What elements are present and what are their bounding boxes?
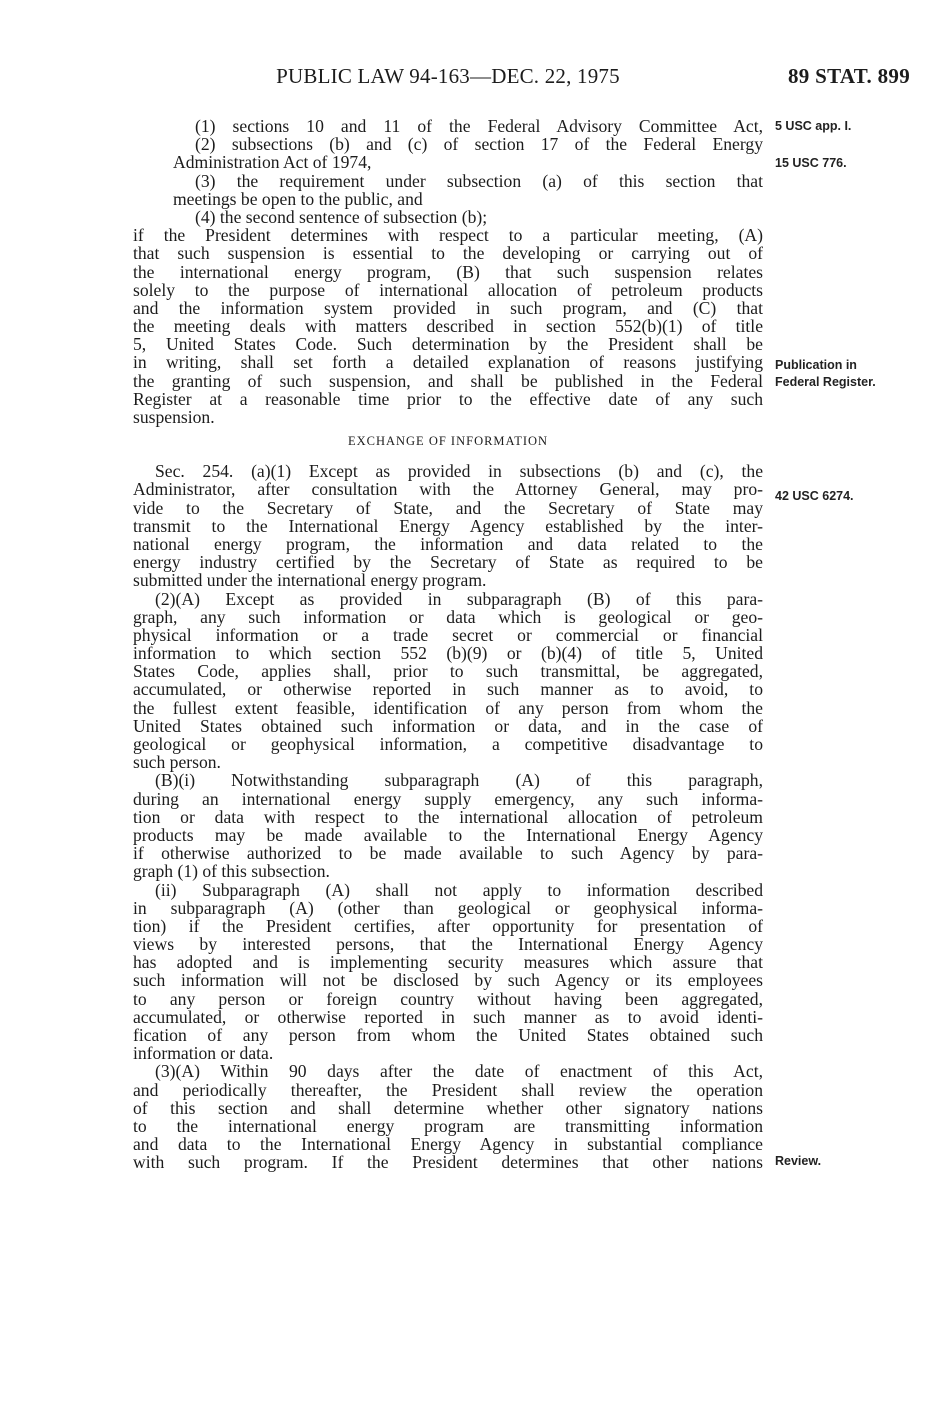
text-line: Sec. 254. (a)(1) Except as provided in subsections (b) and (c), the	[155, 461, 763, 482]
page-header-stat: 89 STAT. 899	[788, 64, 911, 88]
text-line: the fullest extent feasible, identification of any person from whom the	[133, 697, 763, 718]
text-line: solely to the purpose of international allocation of petroleum products	[133, 279, 763, 300]
text-line: submitted under the international energy program.	[133, 570, 487, 591]
text-line: suspension.	[133, 407, 215, 427]
text-line: tion) if the President certifies, after opportunity for presentation of	[133, 915, 763, 936]
text-line: (3) the requirement under subsection (a) of this section that	[195, 170, 763, 191]
text-line: has adopted and is implementing security measures which assure that	[133, 952, 763, 973]
text-line: graph, any such information or data which is geological or geo-	[133, 606, 763, 627]
text-line: the meeting deals with matters described in section 552(b)(1) of title	[133, 316, 763, 337]
text-line: to the international energy program are transmitting information	[133, 1115, 763, 1136]
text-line: (4) the second sentence of subsection (b);	[195, 206, 488, 227]
margin-note-usc-app: 5 USC app. I.	[775, 119, 852, 133]
margin-note-usc-6274: 42 USC 6274.	[775, 489, 854, 503]
text-line: if otherwise authorized to be made available to such Agency by para-	[133, 843, 763, 864]
text-line: of this section and shall determine whether other signatory nations	[133, 1097, 763, 1118]
text-line: States Code, applies shall, prior to such transmittal, be aggregated,	[133, 661, 763, 682]
text-line: with such program. If the President determines that other nations	[133, 1152, 763, 1173]
text-line: information or data.	[133, 1043, 274, 1064]
text-line: (2)(A) Except as provided in subparagraph (B) of this para-	[155, 588, 763, 609]
text-line: such person.	[133, 752, 221, 773]
text-line: 5, United States Code. Such determination by the President shall be	[133, 334, 763, 355]
text-line: meetings be open to the public, and	[173, 188, 423, 209]
text-line: (B)(i) Notwithstanding subparagraph (A) of this paragraph,	[155, 770, 763, 791]
text-line: and periodically thereafter, the President shall review the operation	[133, 1079, 763, 1100]
text-line: the international energy program, (B) that such suspension relates	[133, 261, 763, 282]
text-line: physical information or a trade secret or commercial or financial	[133, 624, 763, 645]
text-line: energy industry certified by the Secretary of State as required to be	[133, 552, 763, 573]
text-line: during an international energy supply emergency, any such informa-	[133, 788, 763, 809]
text-line: transmit to the International Energy Agency established by the inter-	[133, 515, 763, 536]
text-line: if the President determines with respect to a particular meeting, (A)	[133, 225, 763, 246]
text-line: products may be made available to the International Energy Agency	[133, 824, 763, 845]
text-line: (2) subsections (b) and (c) of section 17 of the Federal Energy	[195, 134, 763, 155]
text-line: graph (1) of this subsection.	[133, 861, 330, 882]
text-line: Administration Act of 1974,	[173, 152, 372, 173]
text-line: geological or geophysical information, a competitive disadvantage to	[133, 734, 763, 754]
text-line: and the information system provided in such program, and (C) that	[133, 297, 763, 318]
text-line: such information will not be disclosed by such Agency or its employees	[133, 970, 763, 991]
margin-note-federal-register: Federal Register.	[775, 375, 876, 389]
text-line: accumulated, or otherwise reported in such manner as to avoid, to	[133, 679, 763, 700]
text-line: United States obtained such information or data, and in the case of	[133, 715, 763, 736]
text-line: that such suspension is essential to the developing or carrying out of	[133, 243, 763, 264]
text-line: (ii) Subparagraph (A) shall not apply to information described	[155, 879, 763, 900]
margin-note-usc-776: 15 USC 776.	[775, 156, 847, 170]
text-line: views by interested persons, that the International Energy Agency	[133, 934, 763, 955]
text-line: and data to the International Energy Agency in substantial compliance	[133, 1134, 763, 1155]
text-line: tion or data with respect to the international allocation of petroleum	[133, 806, 763, 827]
margin-note-publication: Publication in	[775, 358, 857, 372]
page-header-title: PUBLIC LAW 94-163—DEC. 22, 1975	[276, 64, 620, 88]
text-line: accumulated, or otherwise reported in such manner as to avoid identi-	[133, 1006, 763, 1027]
text-line: in writing, shall set forth a detailed explanation of reasons justifying	[133, 352, 763, 373]
text-line: Administrator, after consultation with the Attorney General, may pro-	[133, 479, 763, 500]
text-line: in subparagraph (A) (other than geological or geophysical informa-	[133, 897, 763, 918]
text-line: (1) sections 10 and 11 of the Federal Advisory Committee Act,	[195, 116, 763, 136]
text-line: information to which section 552 (b)(9) or (b)(4) of title 5, United	[133, 643, 763, 664]
margin-note-review: Review.	[775, 1154, 822, 1168]
text-line: (3)(A) Within 90 days after the date of enactment of this Act,	[155, 1061, 763, 1082]
text-line: Register at a reasonable time prior to the effective date of any such	[133, 388, 763, 409]
text-line: vide to the Secretary of State, and the Secretary of State may	[133, 497, 763, 518]
section-heading: EXCHANGE OF INFORMATION	[347, 434, 549, 449]
body-text	[133, 117, 763, 1172]
text-line: the granting of such suspension, and shall be published in the Federal	[133, 370, 763, 391]
text-line: national energy program, the information and data related to the	[133, 533, 763, 554]
text-line: to any person or foreign country without having been aggregated,	[133, 988, 763, 1009]
text-line: fication of any person from whom the United States obtained such	[133, 1025, 763, 1045]
